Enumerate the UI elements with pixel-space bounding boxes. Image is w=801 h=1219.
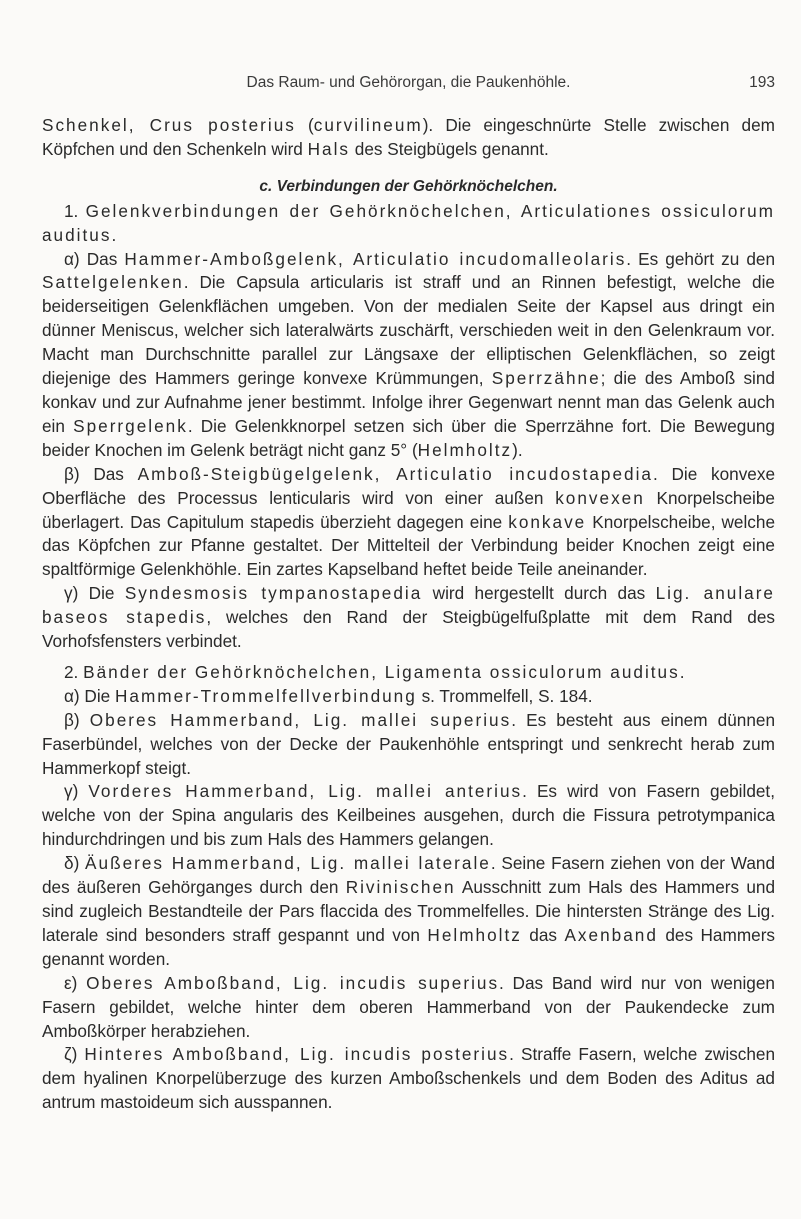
paragraph-2-alpha: α) Die Hammer-Trommelfellverbindung s. Trommelfell, S. 184. [64, 685, 593, 706]
paragraph-gamma: γ) Die Syndesmosis tympanostapedia wird hergestellt durch das Lig. anulare baseos stapedis, welches den Rand der Steigbügelfußplatte mit dem Rand des Vorhofsfensters verbindet. [42, 583, 775, 652]
subsection-2-heading: 2. Bänder der Gehörknöchelchen, Ligamenta ossiculorum auditus. [64, 661, 685, 682]
paragraph-2-epsilon: ε) Oberes Amboßband, Lig. incudis superius. Das Band wird nur von wenigen Fasern gebildet, welche hinter dem oberen Hammerband von der Paukendecke zum Amboßkörper herabziehen. [42, 972, 775, 1041]
paragraph-2-beta: β) Oberes Hammerband, Lig. mallei superius. Es besteht aus einem dünnen Faserbündel, welches von der Decke der Paukenhöhle entspringt und senkrecht herab zum Hammerkopf steigt. [42, 709, 776, 778]
paragraph-continuation: Schenkel, Crus posterius (curvilineum). Die eingeschnürte Stelle zwischen dem Köpfchen und den Schenkeln wird Hals des Steigbügels genannt. [42, 115, 775, 159]
body-text [42, 114, 775, 1115]
paragraph-2-zeta: ζ) Hinteres Amboßband, Lig. incudis posterius. Straffe Fasern, welche zwischen dem hyalinen Knorpelüberzuge des kurzen Amboßschenkels und dem Boden des Aditus ad antrum mastoideum sich ausspannen. [42, 1044, 776, 1113]
paragraph-2-delta: δ) Äußeres Hammerband, Lig. mallei laterale. Seine Fasern ziehen von der Wand des äußeren Gehörganges durch den Rivinischen Ausschnitt zum Hals des Hammers und sind zugleich Bestandteile der Pars flaccida des Trommelfelles. Die hintersten Stränge des Lig. laterale sind besonders straff gespannt und von Helmholtz das Axenband des Hammers genannt worden. [42, 853, 776, 969]
paragraph-beta: β) Das Amboß-Steigbügelgelenk, Articulatio incudostapedia. Die konvexe Oberfläche des Processus lenticularis wird von einer außen konvexen Knorpelscheibe überlagert. Das Capitulum stapedis überzieht dagegen eine konkave Knorpelscheibe, welche das Köpfchen zur Pfanne gestaltet. Der Mittelteil der Verbindung beider Knochen zeigt eine spaltförmige Gelenkhöhle. Ein zartes Kapselband heftet beide Teile aneinander. [42, 463, 776, 580]
page-number: 193 [749, 74, 775, 91]
paragraph-alpha: α) Das Hammer-Amboßgelenk, Articulatio incudomalleolaris. Es gehört zu den Sattelgelenken. Die Capsula articularis ist straff und an Rinnen befestigt, welche die beiderseitigen Gelenkflächen umgeben. Von der medialen Seite der Kapsel aus dringt ein dünner Meniscus, welcher sich lateralwärts zuschärft, verschieden weit in den Gelenkraum vor. Macht man Durchschnitte parallel zur Längsaxe der elliptischen Gelenkflächen, so zeigt diejenige des Hammers geringe konvexe Krümmungen, Sperrzähne; die des Amboß sind konkav und zur Aufnahme jener bestimmt. Infolge ihrer Gegenwart nennt man das Gelenk auch ein Sperrgelenk. Die Gelenkknorpel setzen sich über die Sperrzähne fort. Die Bewegung beider Knochen im Gelenk beträgt nicht ganz 5° (Helmholtz). [42, 248, 776, 460]
subsection-1-heading: 1. Gelenkverbindungen der Gehörknöchelchen, Articulationes ossiculorum auditus. [42, 200, 775, 245]
running-header [42, 74, 775, 96]
running-title: Das Raum- und Gehörorgan, die Paukenhöhle. [246, 74, 571, 91]
paragraph-2-gamma: γ) Vorderes Hammerband, Lig. mallei anterius. Es wird von Fasern gebildet, welche von der Spina angularis des Keilbeines ausgehen, durch die Fissura petrotympanica hindurchdringen und bis zum Hals des Hammers gelangen. [42, 781, 775, 850]
section-heading: c. Verbindungen der Gehörknöchelchen. [259, 177, 558, 195]
